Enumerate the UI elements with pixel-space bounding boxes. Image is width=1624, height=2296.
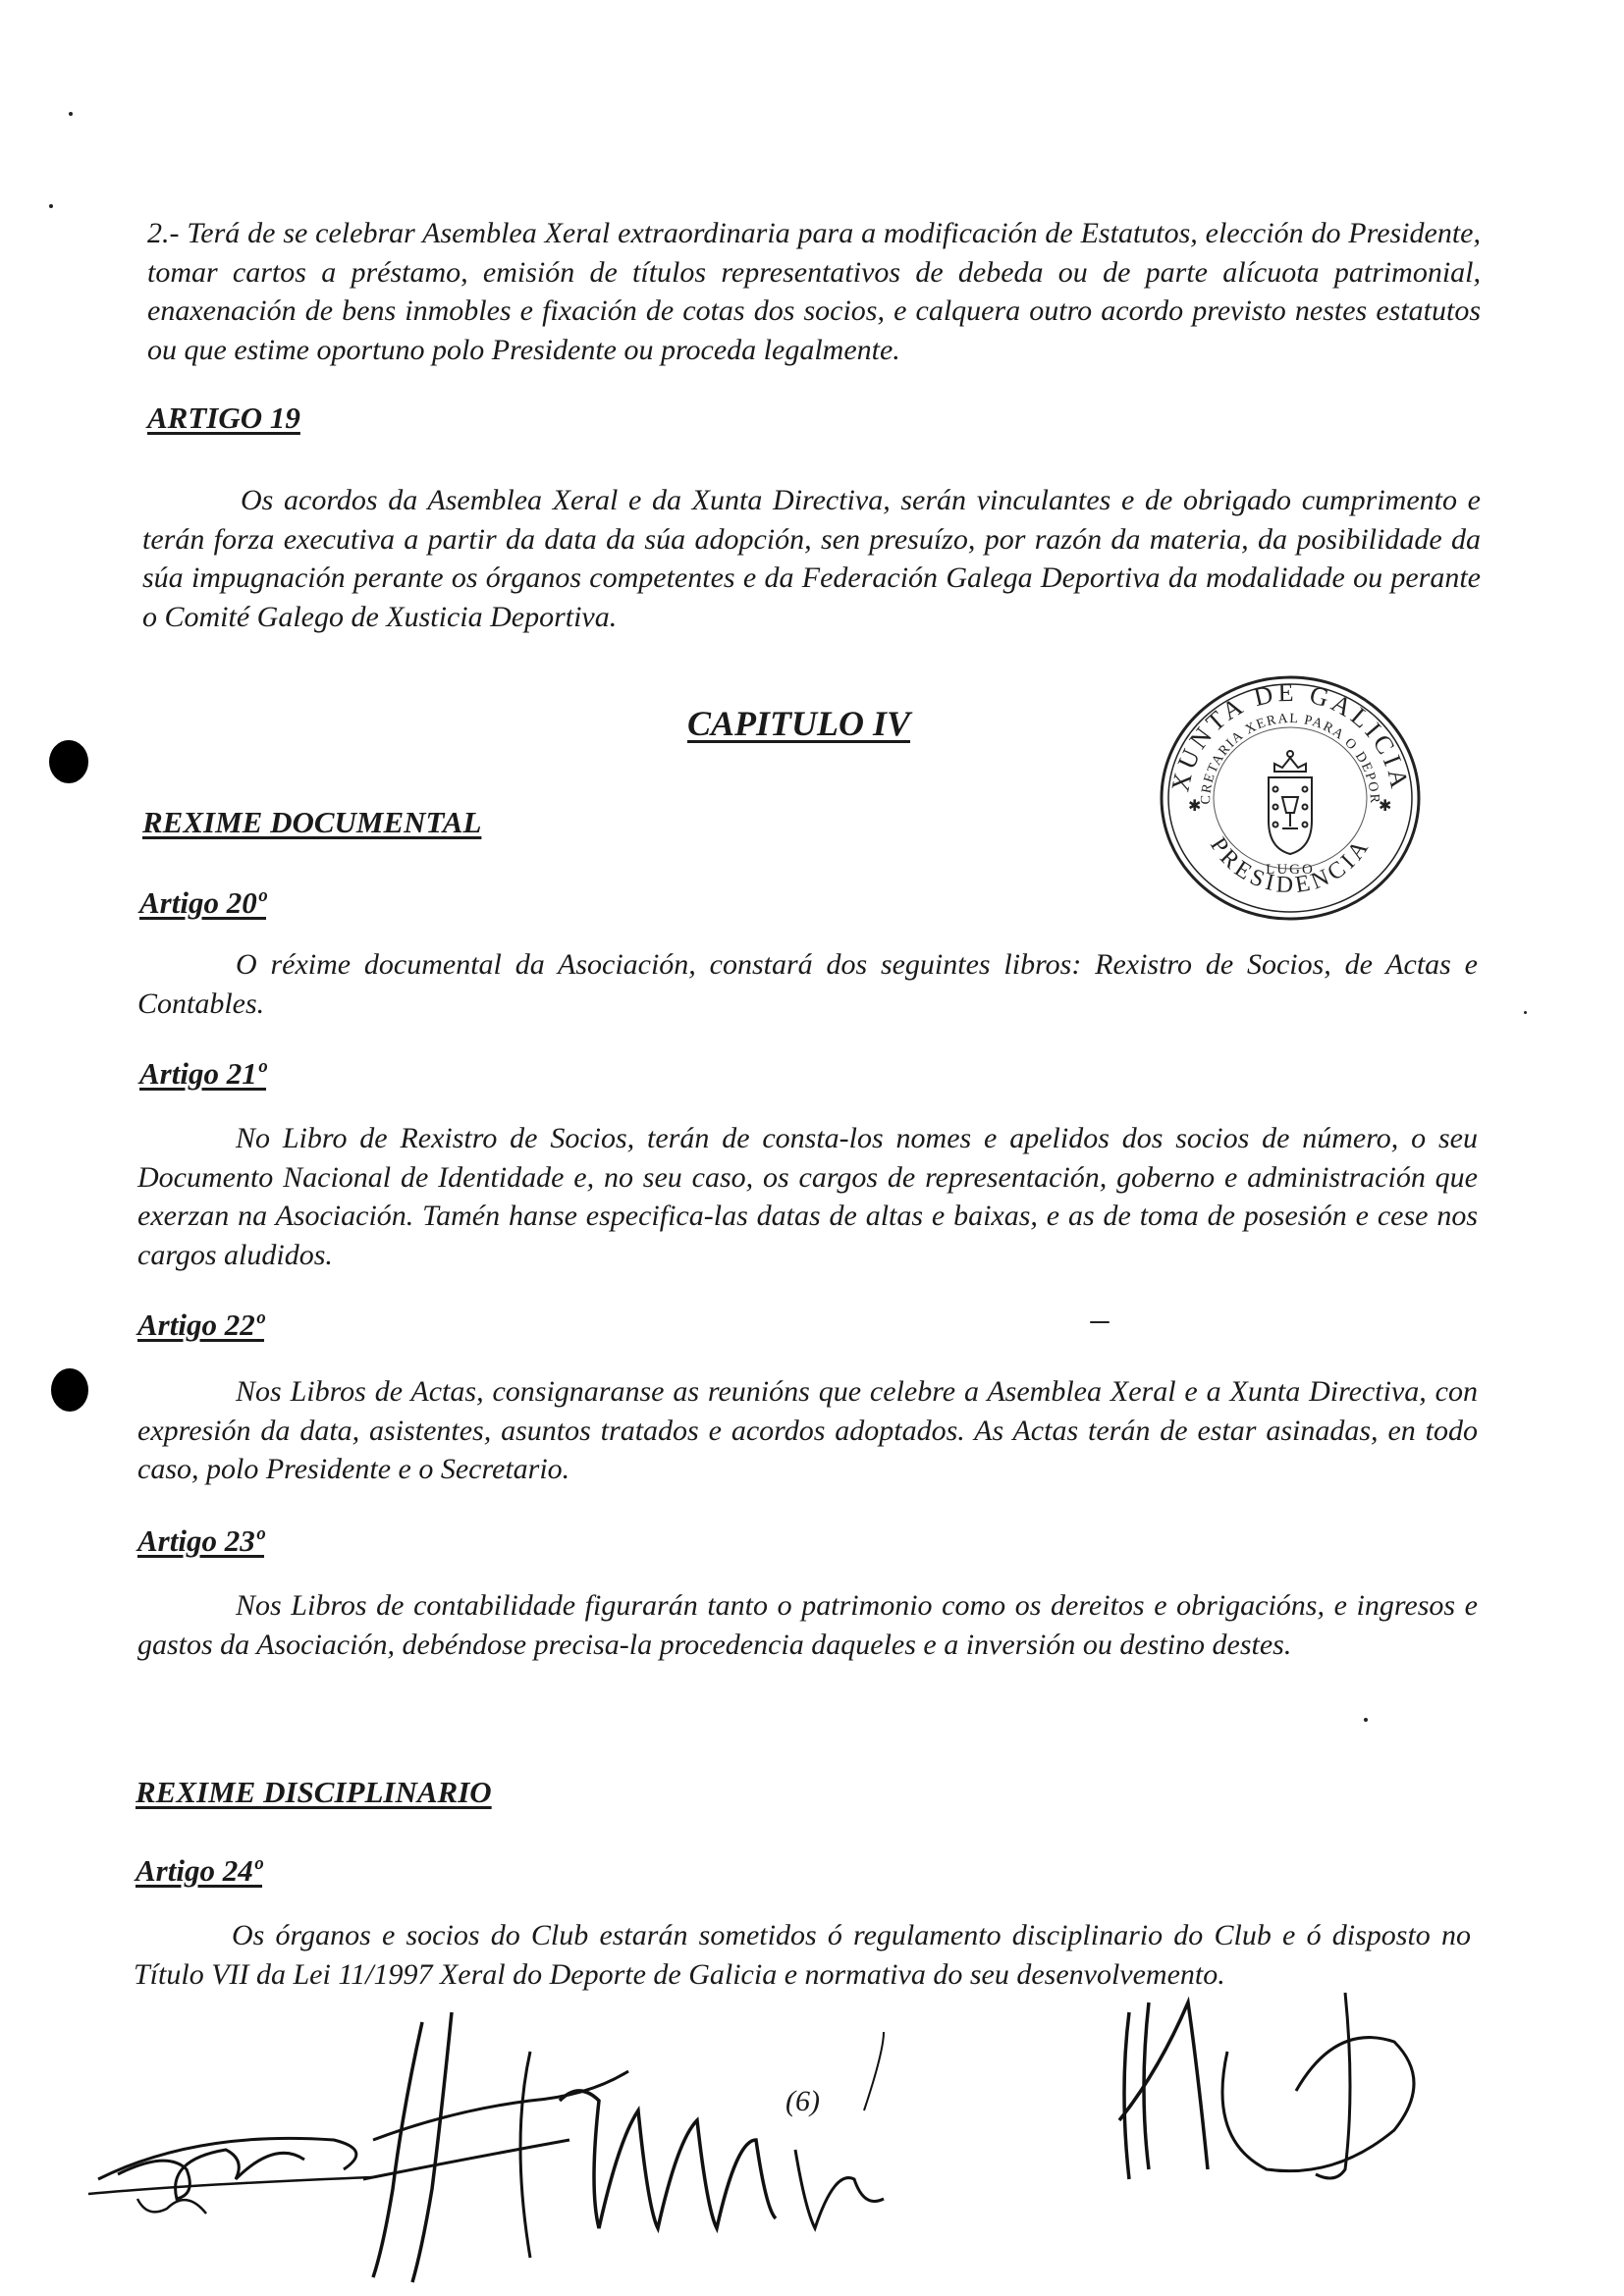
artigo-24-text: Os órganos e socios do Club estarán sometidos ó regulamento disciplinario do Club e ó disposto no Título VII da Lei 11/1997 Xeral do Deporte de Galicia e normativa do seu desenvolvemento. [134,1919,1471,1991]
scan-speck [69,112,73,116]
star-icon: ✱ [1188,798,1202,815]
punch-hole [49,740,88,783]
page-number: (6) [785,2085,820,2117]
artigo-21-heading: Artigo 21º [139,1056,267,1091]
stamp-inner-text: SECRETARIA XERAL PARA O DEPORTE [1153,663,1382,805]
artigo-23-heading: Artigo 23º [137,1523,265,1558]
artigo-20-text: O réxime documental da Asociación, constará dos seguintes libros: Rexistro de Socios, de Actas e Contables. [137,948,1478,1020]
artigo-23-text: Nos Libros de contabilidade figurarán tanto o patrimonio como os dereitos e obrigacións, e ingresos e gastos da Asociación, debéndose precisa-la procedencia daqueles e a inversión ou destino destes. [137,1589,1478,1661]
artigo-19-heading: ARTIGO 19 [147,400,300,435]
section-documental-heading: REXIME DOCUMENTAL [142,805,482,839]
stamp-outer-text: XUNTA DE GALICIA [1165,677,1415,794]
signature-2 [334,1993,943,2287]
stamp-city: LUGO [1266,862,1315,878]
chapter-title: CAPITULO IV [687,704,911,743]
scan-speck [49,204,53,208]
scan-speck [1090,1321,1110,1323]
artigo-19-text: Os acordos da Asemblea Xeral e da Xunta Directiva, serán vinculantes e de obrigado cumprimento e terán forza executiva a partir da data da súa adopción, sen presuízo, por razón da materia, da posibilidade da súa impugnación perante os órganos competentes e da Federación Galega Deportiva da modalidade ou perante o Comité Galego de Xusticia Deportiva. [142,484,1481,633]
artigo-21-text: No Libro de Rexistro de Socios, terán de consta-los nomes e apelidos dos socios de número, o seu Documento Nacional de Identidade e, no seu caso, os cargos de representación, goberno e administración que exerzan na Asociación. Tamén hanse especifica-las datas de altas e baixas, e as de toma de posesión e cese nos cargos aludidos. [137,1122,1478,1271]
artigo-22-heading: Artigo 22º [137,1308,265,1342]
signature-3 [1100,1973,1483,2189]
scan-speck [1524,1011,1527,1014]
artigo-22-text: Nos Libros de Actas, consignaranse as reunións que celebre a Asemblea Xeral e a Xunta Directiva, con expresión da data, asistentes, asuntos tratados e acordos adoptados. As Actas terán de estar asinadas, en todo caso, polo Presidente e o Secretario. [137,1375,1478,1485]
artigo-20-heading: Artigo 20º [139,885,267,920]
artigo-24-heading: Artigo 24º [135,1853,263,1888]
star-icon: ✱ [1379,798,1392,815]
section-disciplinario-heading: REXIME DISCIPLINARIO [135,1775,492,1809]
scan-speck [1364,1718,1368,1722]
coat-of-arms-icon [1269,751,1312,854]
stamp-bottom-text: PRESIDENCIA [1205,832,1377,899]
punch-hole [51,1368,88,1412]
official-stamp [1153,663,1422,923]
paragraph-2: 2.- Terá de se celebrar Asemblea Xeral extraordinaria para a modificación de Estatutos, elección do Presidente, tomar cartos a préstamo, emisión de títulos representativos de debeda ou de parte alícuota patrimonial, enaxenación de bens inmobles e fixación de cotas dos socios, e calquera outro acordo previsto nestes estatutos ou que estime oportuno polo Presidente ou proceda legalmente. [147,217,1481,366]
